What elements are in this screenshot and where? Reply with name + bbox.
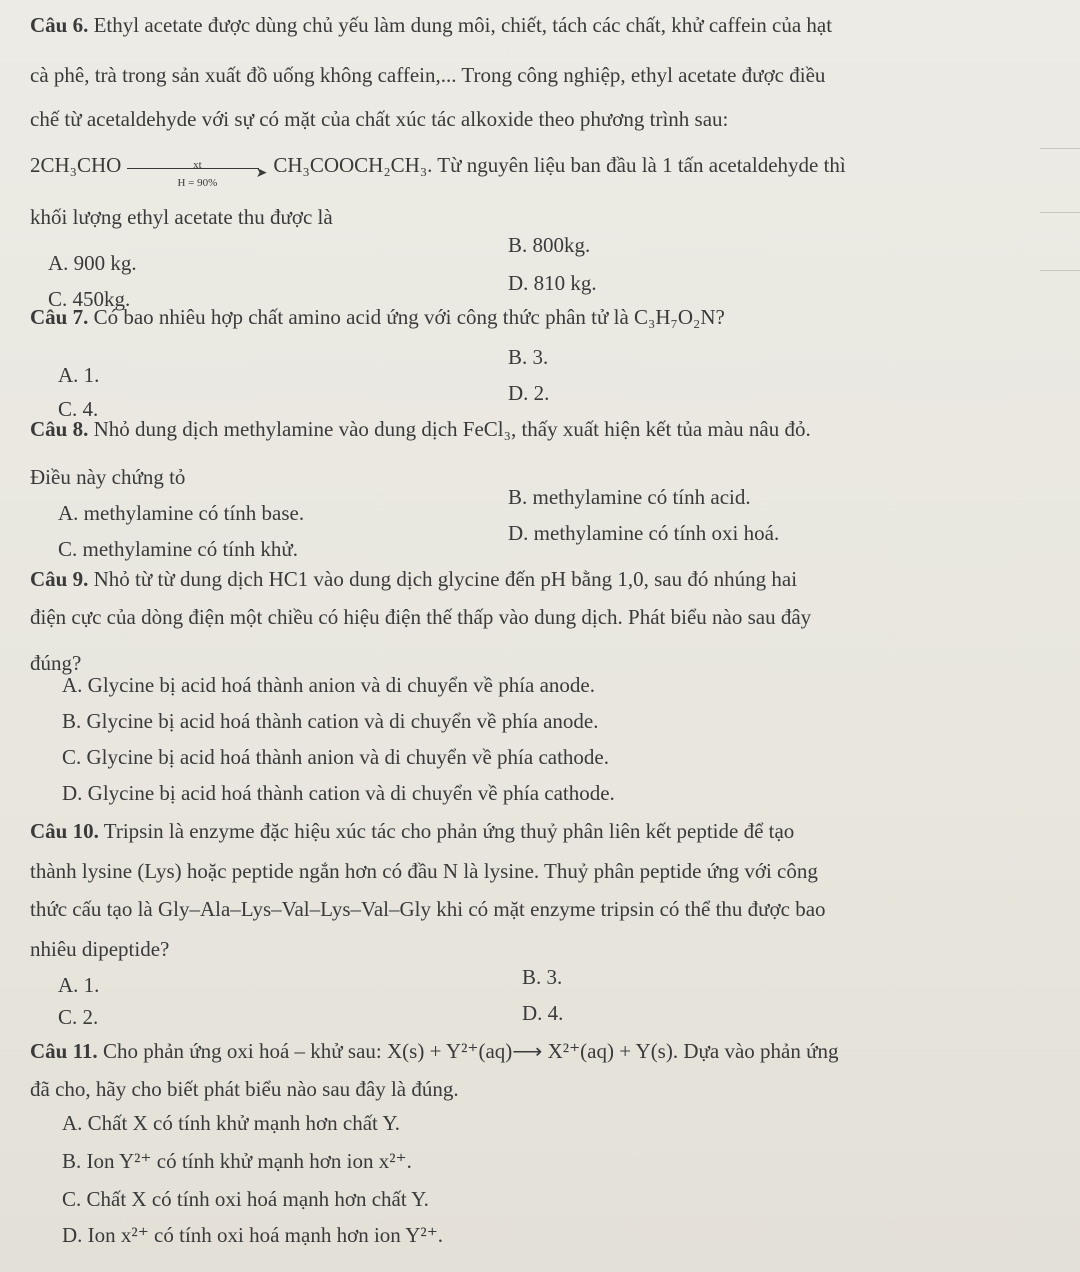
q9-option-c[interactable]: C. Glycine bị acid hoá thành anion và di chuyển về phía cathode.	[62, 745, 609, 769]
q7-option-d[interactable]: D. 2.	[508, 381, 550, 405]
reaction-arrow-icon: xt ➤ H = 90%	[127, 154, 267, 180]
q11-label: Câu 11.	[30, 1039, 98, 1063]
q6-line-1: Câu 6. Ethyl acetate được dùng chủ yếu làm dung môi, chiết, tách các chất, khử caffein của hạt	[30, 13, 833, 37]
q6-equation-reactant: 2CH₃CHO	[30, 153, 122, 177]
q6-option-d[interactable]: D. 810 kg.	[508, 271, 597, 295]
q10-line-3: thức cấu tạo là Gly–Ala–Lys–Val–Lys–Val–Gly khi có mặt enzyme tripsin có thể thu được bao	[30, 897, 826, 921]
q6-option-c[interactable]: C. 450kg.	[48, 287, 131, 311]
q6-line-2: cà phê, trà trong sản xuất đồ uống không caffein,... Trong công nghiệp, ethyl acetate được điều	[30, 63, 826, 87]
q7-option-b[interactable]: B. 3.	[508, 345, 549, 369]
margin-rule	[1040, 148, 1080, 149]
q9-line-1: Câu 9. Nhỏ từ từ dung dịch HC1 vào dung dịch glycine đến pH bằng 1,0, sau đó nhúng hai	[30, 567, 798, 591]
q10-line-4: nhiêu dipeptide?	[30, 937, 170, 961]
q9-line-3: đúng?	[30, 651, 82, 675]
q10-line-2: thành lysine (Lys) hoặc peptide ngắn hơn có đầu N là lysine. Thuỷ phân peptide ứng với công	[30, 859, 818, 883]
q6-option-b[interactable]: B. 800kg.	[508, 233, 591, 257]
q11-option-c[interactable]: C. Chất X có tính oxi hoá mạnh hơn chất Y.	[62, 1187, 429, 1211]
q6-line-5: khối lượng ethyl acetate thu được là	[30, 205, 333, 229]
q8-option-b[interactable]: B. methylamine có tính acid.	[508, 485, 751, 509]
q10-label: Câu 10.	[30, 819, 99, 843]
q6-line-3: chế từ acetaldehyde với sự có mặt của chất xúc tác alkoxide theo phương trình sau:	[30, 107, 729, 131]
q8-option-c[interactable]: C. methylamine có tính khử.	[58, 537, 299, 561]
q11-line-2: đã cho, hãy cho biết phát biểu nào sau đây là đúng.	[30, 1077, 459, 1101]
q8-label: Câu 8.	[30, 417, 89, 441]
q10-option-d[interactable]: D. 4.	[522, 1001, 564, 1025]
q7-option-a[interactable]: A. 1.	[58, 363, 100, 387]
q10-option-a[interactable]: A. 1.	[58, 973, 100, 997]
q7-option-c[interactable]: C. 4.	[58, 397, 99, 421]
q8-option-a[interactable]: A. methylamine có tính base.	[58, 501, 305, 525]
q8-line-1: Câu 8. Nhỏ dung dịch methylamine vào dung dịch FeCl₃, thấy xuất hiện kết tủa màu nâu đỏ.	[30, 417, 811, 441]
q9-option-b[interactable]: B. Glycine bị acid hoá thành cation và di chuyển về phía anode.	[62, 709, 599, 733]
margin-rule	[1040, 270, 1080, 271]
q10-option-b[interactable]: B. 3.	[522, 965, 563, 989]
q8-option-d[interactable]: D. methylamine có tính oxi hoá.	[508, 521, 780, 545]
q11-option-d[interactable]: D. Ion x²⁺ có tính oxi hoá mạnh hơn ion Y²⁺.	[62, 1223, 444, 1247]
q6-label: Câu 6.	[30, 13, 89, 37]
q6-equation	[30, 152, 846, 190]
q7-line-1: Câu 7. Có bao nhiêu hợp chất amino acid ứng với công thức phân tử là C₃H₇O₂N?	[30, 305, 725, 329]
q11-option-b[interactable]: B. Ion Y²⁺ có tính khử mạnh hơn ion x²⁺.	[62, 1149, 412, 1173]
q11-option-a[interactable]: A. Chất X có tính khử mạnh hơn chất Y.	[62, 1111, 401, 1135]
margin-rule	[1040, 212, 1080, 213]
q8-line-2: Điều này chứng tỏ	[30, 465, 186, 489]
q9-label: Câu 9.	[30, 567, 89, 591]
q10-option-c[interactable]: C. 2.	[58, 1005, 99, 1029]
q11-line-1: Câu 11. Cho phản ứng oxi hoá – khử sau: X(s) + Y²⁺(aq)⟶ X²⁺(aq) + Y(s). Dựa vào phản ứng	[30, 1039, 839, 1063]
q9-option-d[interactable]: D. Glycine bị acid hoá thành cation và di chuyển về phía cathode.	[62, 781, 615, 805]
q6-equation-product: CH₃COOCH₂CH₃. Từ nguyên liệu ban đầu là 1 tấn acetaldehyde thì	[273, 153, 846, 177]
q10-line-1: Câu 10. Tripsin là enzyme đặc hiệu xúc tác cho phản ứng thuỷ phân liên kết peptide để tạo	[30, 819, 795, 843]
q7-label: Câu 7.	[30, 305, 89, 329]
q6-option-a[interactable]: A. 900 kg.	[48, 251, 137, 275]
q9-option-a[interactable]: A. Glycine bị acid hoá thành anion và di chuyển về phía anode.	[62, 673, 595, 697]
q9-line-2: điện cực của dòng điện một chiều có hiệu điện thế thấp vào dung dịch. Phát biểu nào sau đây	[30, 605, 812, 629]
